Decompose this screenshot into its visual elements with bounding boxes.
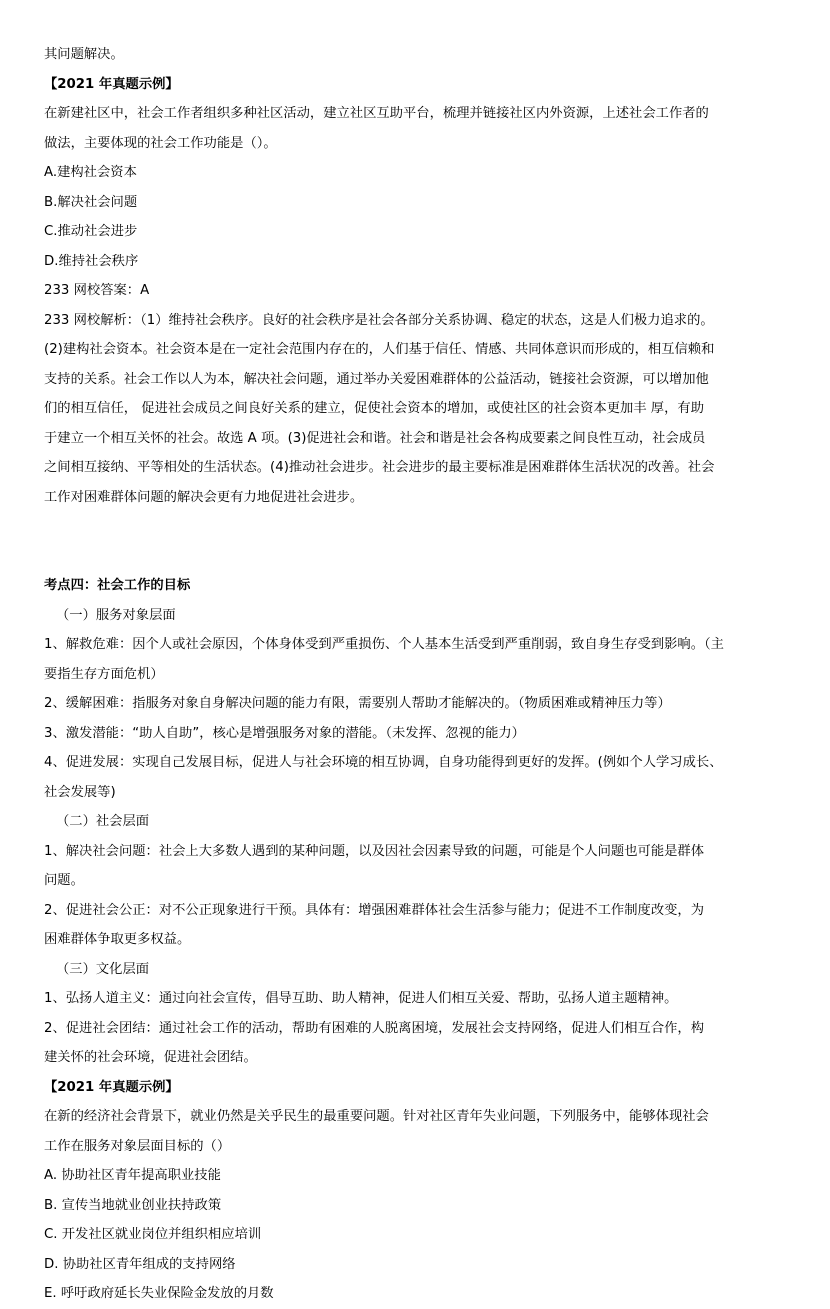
exam-example-2-option: C. 开发社区就业岗位并组织相应培训 — [44, 1227, 262, 1242]
top-fragment-text: 其问题解决。 — [44, 47, 124, 62]
subsection-2-item-line: 1、解决社会问题：社会上大多数人遇到的某种问题，以及因社会因素导致的问题，可能是个人问题也可能是群体 — [44, 843, 705, 859]
subsection-1-item-line: 社会发展等) — [44, 784, 116, 800]
exam-example-2-option: D. 协助社区青年组成的支持网络 — [44, 1256, 236, 1272]
exam-example-2-option: A. 协助社区青年提高职业技能 — [44, 1168, 221, 1183]
document-body — [44, 40, 788, 1309]
exam-example-1-option: A.建构社会资本 — [44, 165, 137, 180]
section-gap — [44, 512, 788, 571]
exam-example-1-stem-line-1: 在新建社区中，社会工作者组织多种社区活动，建立社区互助平台，梳理并链接社区内外资源，上述社会工作者的 — [44, 106, 709, 121]
exam-example-1-option: D.维持社会秩序 — [44, 253, 139, 269]
exam-example-2-stem-line-1: 在新的经济社会背景下，就业仍然是关乎民生的最重要问题。针对社区青年失业问题，下列服务中，能够体现社会 — [44, 1109, 709, 1124]
subsection-1-item-line: 3、激发潜能：“助人自助”，核心是增强服务对象的潜能。（未发挥、忽视的能力） — [44, 725, 525, 741]
subsection-2-item-line: 困难群体争取更多权益。 — [44, 932, 191, 947]
subsection-1-item-line: 要指生存方面危机） — [44, 666, 164, 682]
exam-example-1-stem-line-2: 做法，主要体现的社会工作功能是（）。 — [44, 135, 277, 151]
exam-example-1-analysis-line: (2)建构社会资本。社会资本是在一定社会范围内存在的，人们基于信任、情感、共同体意识而形成的，相互信赖和 — [44, 342, 715, 357]
subsection-3-item-line: 1、弘扬人道主义：通过向社会宣传，倡导互助、助人精神，促进人们相互关爱、帮助，弘扬人道主题精神。 — [44, 991, 678, 1006]
exam-example-2-stem-line-2: 工作在服务对象层面目标的（） — [44, 1138, 231, 1154]
section-heading: 考点四：社会工作的目标 — [44, 578, 191, 593]
subsection-1-title: （一）服务对象层面 — [56, 607, 176, 623]
exam-example-1-option: B.解决社会问题 — [44, 194, 138, 210]
exam-example-1-label: 【2021 年真题示例】 — [44, 76, 179, 92]
subsection-2-title: （二）社会层面 — [56, 814, 150, 829]
exam-example-2-label: 【2021 年真题示例】 — [44, 1079, 179, 1095]
exam-example-2-option: E. 呼吁政府延长失业保险金发放的月数 — [44, 1286, 274, 1301]
exam-example-1-option: C.推动社会进步 — [44, 224, 138, 239]
exam-example-2-option: B. 宣传当地就业创业扶持政策 — [44, 1197, 222, 1213]
subsection-2-item-line: 2、促进社会公正：对不公正现象进行干预。具体有：增强困难群体社会生活参与能力；促进不工作制度改变，为 — [44, 902, 705, 918]
exam-example-1-analysis-line: 之间相互接纳、平等相处的生活状态。(4)推动社会进步。社会进步的最主要标准是困难群体生活状况的改善。社会 — [44, 460, 715, 475]
subsection-3-item-line: 2、促进社会团结：通过社会工作的活动，帮助有困难的人脱离困境，发展社会支持网络，促进人们相互合作，构 — [44, 1020, 705, 1036]
exam-example-1-analysis-line: 于建立一个相互关怀的社会。故选 A 项。(3)促进社会和谐。社会和谐是社会各构成要素之间良性互动，社会成员 — [44, 430, 706, 446]
subsection-1-item-line: 1、解救危难：因个人或社会原因，个体身体受到严重损伤、个人基本生活受到严重削弱，致自身生存受到影响。（主 — [44, 637, 724, 652]
exam-example-1-analysis-line: 支持的关系。社会工作以人为本，解决社会问题，通过举办关爱困难群体的公益活动，链接社会资源，可以增加他 — [44, 371, 709, 387]
exam-example-1-answer: 233 网校答案：A — [44, 283, 150, 298]
exam-example-1-analysis-line: 们的相互信任， 促进社会成员之间良好关系的建立，促使社会资本的增加，或使社区的社会资本更加丰 厚，有助 — [44, 401, 704, 416]
subsection-1-item-line: 2、缓解困难：指服务对象自身解决问题的能力有限，需要别人帮助才能解决的。（物质困难或精神压力等） — [44, 696, 671, 711]
subsection-1-item-line: 4、促进发展：实现自己发展目标，促进人与社会环境的相互协调，自身功能得到更好的发挥。(例如个人学习成长、 — [44, 755, 723, 770]
subsection-2-item-line: 问题。 — [44, 873, 84, 888]
subsection-3-item-line: 建关怀的社会环境，促进社会团结。 — [44, 1050, 257, 1065]
exam-example-1-analysis-line: 233 网校解析：（1）维持社会秩序。良好的社会秩序是社会各部分关系协调、稳定的状态，这是人们极力追求的。 — [44, 312, 714, 328]
exam-example-1-analysis-line: 工作对困难群体问题的解决会更有力地促进社会进步。 — [44, 489, 364, 505]
subsection-3-title: （三）文化层面 — [56, 961, 150, 977]
